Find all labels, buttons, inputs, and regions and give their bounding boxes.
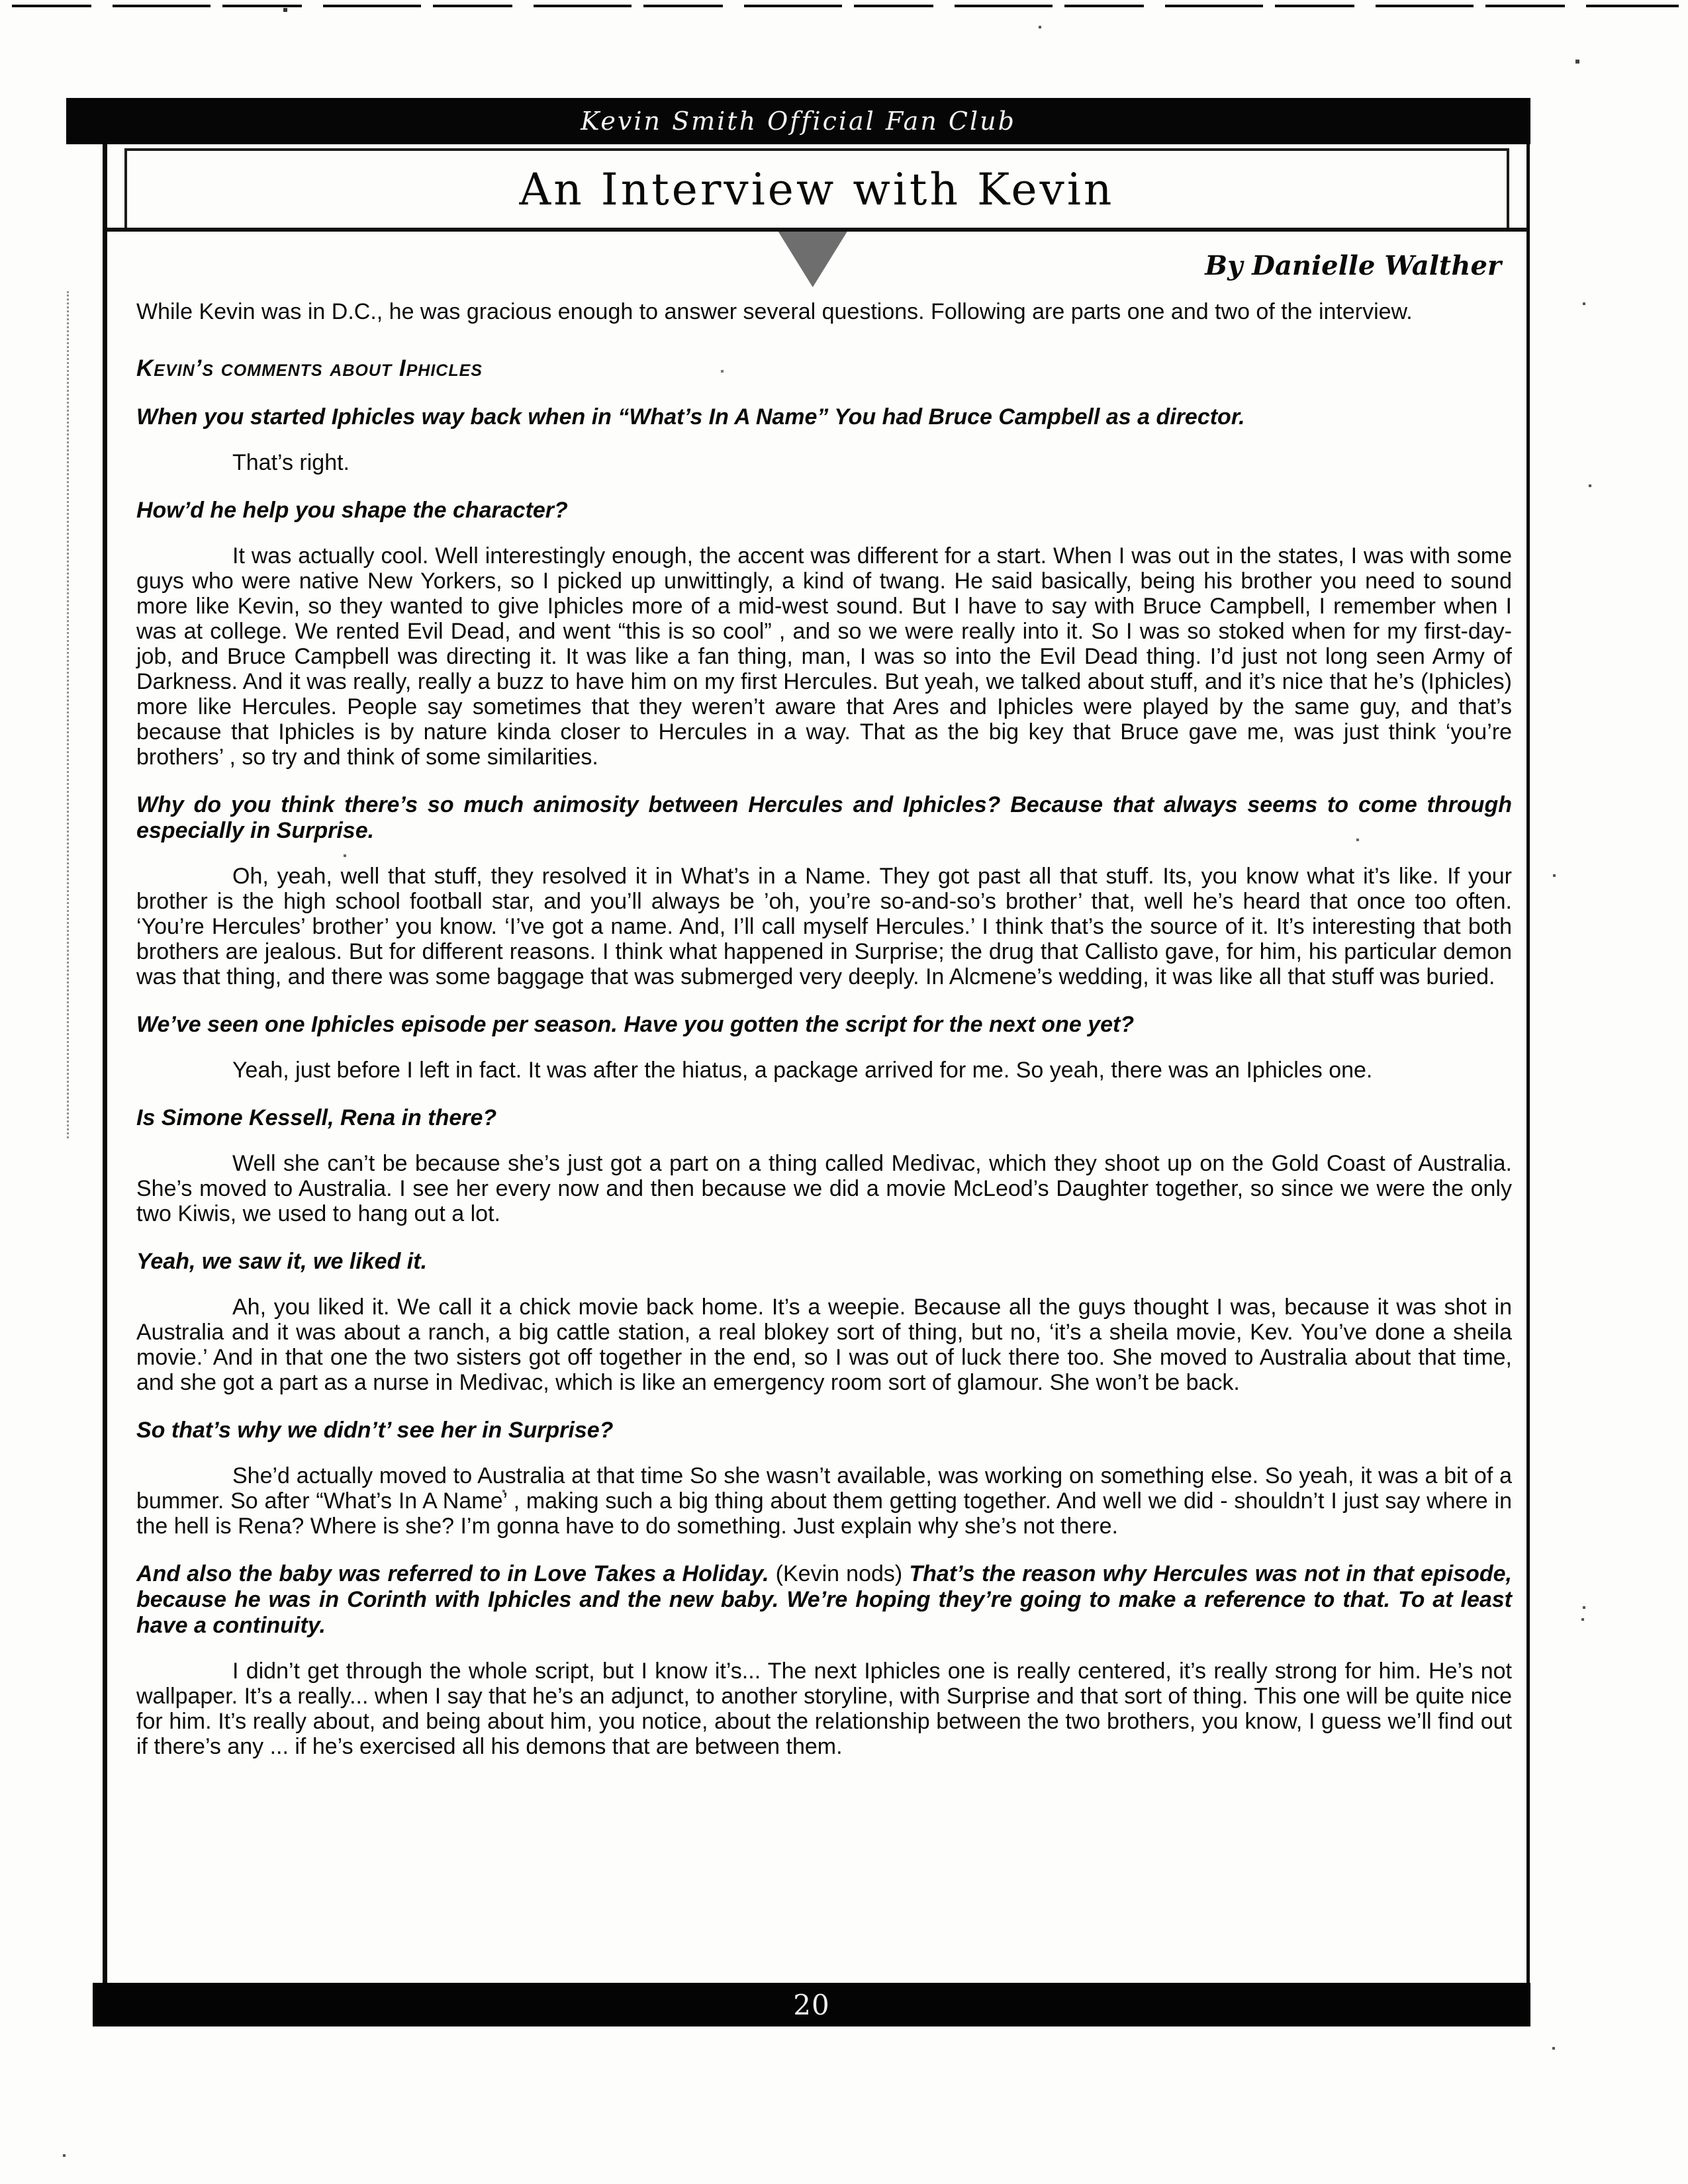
interview-question bbox=[136, 792, 1512, 844]
interview-answer: It was actually cool. Well interestingly enough, the accent was different for a start. When I was out in the states, I was with some guys who were native New Yorkers, so I picked up unwittingly, a kind of twang. He said basically, being his brother you need to sound more like Kevin, so they wanted to give Iphicles more of a mid-west sound. But I have to say with Bruce Campbell, I remember when I was at college. We rented Evil Dead, and went “this is so cool” , and so we were really into it. So I was so stoked when for my first-day-job, and Bruce Campbell was directing it. It was like a fan thing, man, I was so into the Evil Dead thing. I’d just not long seen Army of Darkness. And it was really, really a buzz to have him on my first Hercules. But yeah, we talked about stuff, and it’s nice that he’s (Iphicles) more like Hercules. People say sometimes that they weren’t aware that Ares and Iphicles were played by the same guy, and that’s because that Iphicles is by nature kinda closer to Hercules in a way. That as the big key that Bruce gave me, was just think ‘you’re brothers’ , so try and think of some similarities. bbox=[136, 543, 1512, 770]
qa-item bbox=[136, 498, 1512, 770]
interview-answer: She’d actually moved to Australia at that time So she wasn’t available, was working on something else. So yeah, it was a bit of a bummer. So after “What’s In A Name’ , making such a big thing about them getting together. And well we did - shouldn’t I just say where in the hell is Rena? Where is she? I’m gonna have to do something. Just explain why she’s not there. bbox=[136, 1463, 1512, 1539]
qa-item bbox=[136, 792, 1512, 989]
question-text: That’s the reason why Hercules was not in that episode, because he was in Corinth with Iphicles and the new baby. We’re hoping they’re going to make a reference to that. To at least have a continuity. bbox=[136, 1561, 1512, 1638]
interview-answer: That’s right. bbox=[232, 450, 350, 475]
question-text: Yeah, we saw it, we liked it. bbox=[136, 1249, 428, 1274]
qa-item bbox=[136, 1012, 1512, 1083]
interview-answer: Yeah, just before I left in fact. It was after the hiatus, a package arrived for me. So yeah, there was an Iphicles one. bbox=[232, 1058, 1373, 1083]
question-text: So that’s why we didn’t’ see her in Surprise? bbox=[136, 1418, 614, 1443]
qa-item bbox=[136, 404, 1512, 475]
interview-question bbox=[136, 1105, 1512, 1131]
qa-item bbox=[136, 1249, 1512, 1395]
article-frame bbox=[103, 144, 1530, 1983]
question-text: We’ve seen one Iphicles episode per season. Have you gotten the script for the next one yet? bbox=[136, 1012, 1135, 1037]
fanclub-header-bar bbox=[66, 98, 1530, 144]
title-ornament-row bbox=[107, 232, 1526, 295]
qa-item bbox=[136, 1561, 1512, 1759]
interview-question bbox=[136, 1012, 1512, 1038]
intro-paragraph: While Kevin was in D.C., he was gracious enough to answer several questions. Following are parts one and two of the interview. bbox=[136, 299, 1413, 324]
interview-answer: Well she can’t be because she’s just got a part on a thing called Medivac, which they shoot up on the Gold Coast of Australia. She’s moved to Australia. I see her every now and then because we did a movie McLeod’s Daughter together, so since we were the only two Kiwis, we used to hang out a lot. bbox=[136, 1151, 1512, 1226]
interview-answer: Ah, you liked it. We call it a chick movie back home. It’s a weepie. Because all the guys thought I was, because it was shot in Australia and it was about a ranch, a big cattle station, a real blokey sort of thing, but no, ‘it’s a sheila movie, Kev. You’ve done a sheila movie.’ And in that one the two sisters got off together in the end, so I was out of luck there too. She moved to Australia about that time, and she got a part as a nurse in Medivac, which is like an emergency room sort of glamour. She won’t be back. bbox=[136, 1295, 1512, 1395]
interview-answer: Oh, yeah, well that stuff, they resolved it in What’s in a Name. They got past all that stuff. Its, you know what it’s like. If your brother is the high school football star, and you’ll always be ’oh, you’re so-and-so’s brother’ that, well he’s heard that once too often. ‘You’re Hercules’ brother’ you know. ‘I’ve got a name. And, I’ll call myself Hercules.’ I think that’s the source of it. It’s interesting that both brothers are jealous. But for different reasons. I think what happened in Surprise; the drug that Callisto gave, for him, his particular demon was that thing, and there was some baggage that was submerged very deeply. In Alcmene’s wedding, it was like all that stuff was buried. bbox=[136, 864, 1512, 989]
article-title-box bbox=[124, 148, 1509, 228]
qa-list bbox=[136, 404, 1512, 1759]
question-text: How’d he help you shape the character? bbox=[136, 498, 568, 523]
qa-item bbox=[136, 1105, 1512, 1226]
article-title: An Interview with Kevin bbox=[519, 163, 1115, 215]
footer-bar bbox=[93, 1983, 1530, 2026]
scan-artifact-left-dots bbox=[67, 291, 69, 1138]
interview-question bbox=[136, 498, 1512, 523]
section-heading: Kevin’s comments about Iphicles bbox=[136, 355, 483, 381]
triangle-ornament-icon bbox=[778, 232, 847, 287]
interview-question bbox=[136, 1418, 1512, 1443]
interview-question bbox=[136, 404, 1512, 430]
qa-item bbox=[136, 1418, 1512, 1539]
question-text: And also the baby was referred to in Love Takes a Holiday. bbox=[136, 1561, 776, 1586]
interview-question bbox=[136, 1249, 1512, 1275]
question-text: Is Simone Kessell, Rena in there? bbox=[136, 1105, 497, 1130]
interview-answer: I didn’t get through the whole script, but I know it’s... The next Iphicles one is really centered, it’s really strong for him. He’s not wallpaper. It’s a really... when I say that he’s an adjunct, to another storyline, with Surprise and that sort of thing. This one will be quite nice for him. It’s really about, and being about him, you notice, about the relationship between the two brothers, you know, I guess we’ll find out if there’s any ... if he’s exercised all his demons that are between them. bbox=[136, 1659, 1512, 1759]
interview-question bbox=[136, 1561, 1512, 1639]
question-text: When you started Iphicles way back when in “What’s In A Name” You had Bruce Campbell as a director. bbox=[136, 404, 1245, 430]
scan-speckles bbox=[0, 0, 1, 1]
article-body bbox=[136, 299, 1512, 1759]
question-text: Why do you think there’s so much animosity between Hercules and Iphicles? Because that always seems to come through especially in Surprise. bbox=[136, 792, 1512, 843]
fanclub-header-title: Kevin Smith Official Fan Club bbox=[581, 107, 1016, 136]
page-number: 20 bbox=[793, 1988, 830, 2021]
byline: By Danielle Walther bbox=[1205, 250, 1501, 281]
question-stage-note: (Kevin nods) bbox=[775, 1561, 910, 1586]
scan-artifact-top-line bbox=[12, 5, 1679, 7]
